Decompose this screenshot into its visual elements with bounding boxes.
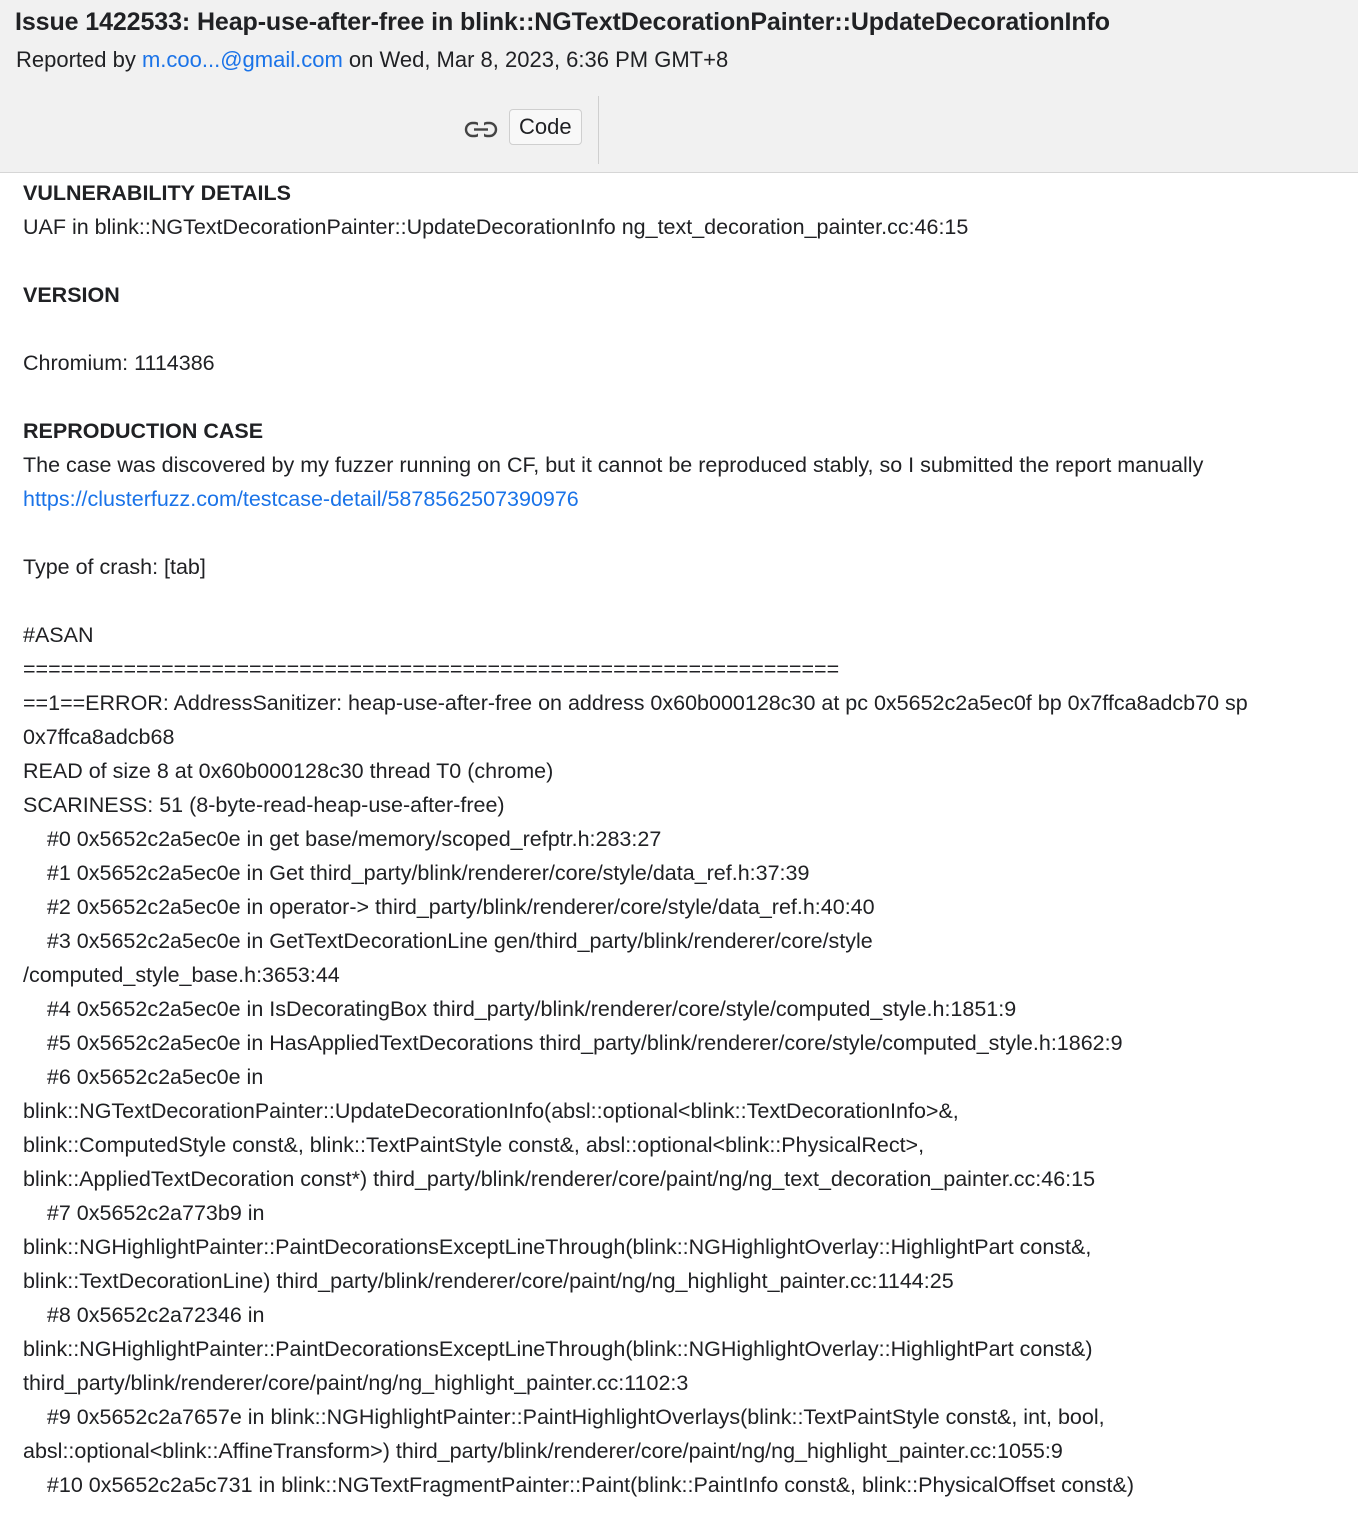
issue-description	[23, 176, 1353, 1502]
asan-line: #7 0x5652c2a773b9 in blink::NGHighlightPainter::PaintDecorationsExceptLineThrough(blink::NGHighlightOverlay::HighlightPart const&, blink::TextDecorationLine) third_party/blink/renderer/core/paint/ng/ng_highlight_painter.cc:1144:25	[23, 1201, 1092, 1293]
asan-line: #6 0x5652c2a5ec0e in blink::NGTextDecorationPainter::UpdateDecorationInfo(absl::optional<blink::TextDecorationInfo>&, blink::ComputedStyle const&, blink::TextPaintStyle const&, absl::optional<blink::PhysicalRect>, blink::AppliedTextDecoration const*) third_party/blink/renderer/core/paint/ng/ng_text_decoration_painter.cc:46:15	[23, 1065, 1096, 1191]
version-heading: VERSION	[23, 283, 120, 307]
crash-type: Type of crash: [tab]	[23, 555, 206, 579]
asan-line: #9 0x5652c2a7657e in blink::NGHighlightPainter::PaintHighlightOverlays(blink::TextPaintStyle const&, int, bool, absl::optional<blink::AffineTransform>) third_party/blink/renderer/core/paint/ng/ng_highlight_painter.cc:1055:9	[23, 1405, 1105, 1463]
toolbar-divider	[598, 96, 599, 164]
vulnerability-text: UAF in blink::NGTextDecorationPainter::UpdateDecorationInfo ng_text_decoration_painter.cc:46:15	[23, 215, 969, 239]
reported-date: on Wed, Mar 8, 2023, 6:36 PM GMT+8	[342, 47, 729, 72]
asan-line: #1 0x5652c2a5ec0e in Get third_party/blink/renderer/core/style/data_ref.h:37:39	[23, 861, 810, 885]
asan-line: #2 0x5652c2a5ec0e in operator-> third_party/blink/renderer/core/style/data_ref.h:40:40	[23, 895, 875, 919]
asan-line: ==1==ERROR: AddressSanitizer: heap-use-after-free on address 0x60b000128c30 at pc 0x5652c2a5ec0f bp 0x7ffca8adcb70 sp 0x7ffca8adcb68	[23, 691, 1254, 749]
issue-title: Issue 1422533: Heap-use-after-free in blink::NGTextDecorationPainter::UpdateDecorationInfo	[15, 8, 1110, 36]
asan-line: #8 0x5652c2a72346 in blink::NGHighlightPainter::PaintDecorationsExceptLineThrough(blink::NGHighlightOverlay::HighlightPart const&) third_party/blink/renderer/core/paint/ng/ng_highlight_painter.cc:1102:3	[23, 1303, 1093, 1395]
asan-trace	[23, 686, 1353, 1502]
version-text: Chromium: 1114386	[23, 351, 215, 375]
vulnerability-heading: VULNERABILITY DETAILS	[23, 181, 291, 205]
reported-prefix: Reported by	[16, 47, 142, 72]
link-icon[interactable]	[464, 118, 498, 142]
reproduction-text: The case was discovered by my fuzzer running on CF, but it cannot be reproduced stably, so I submitted the report manually	[23, 453, 1204, 477]
asan-line: #10 0x5652c2a5c731 in blink::NGTextFragmentPainter::Paint(blink::PaintInfo const&, blink::PhysicalOffset const&)	[23, 1473, 1135, 1497]
asan-line: #4 0x5652c2a5ec0e in IsDecoratingBox third_party/blink/renderer/core/style/computed_style.h:1851:9	[23, 997, 1017, 1021]
clusterfuzz-link[interactable]: https://clusterfuzz.com/testcase-detail/5878562507390976	[23, 487, 579, 511]
asan-separator: =================================================================	[23, 657, 840, 681]
issue-header	[0, 0, 1358, 173]
code-button[interactable]: Code	[509, 109, 582, 145]
asan-line: READ of size 8 at 0x60b000128c30 thread T0 (chrome)	[23, 759, 554, 783]
asan-line: SCARINESS: 51 (8-byte-read-heap-use-after-free)	[23, 793, 505, 817]
asan-tag: #ASAN	[23, 623, 94, 647]
asan-line: #5 0x5652c2a5ec0e in HasAppliedTextDecorations third_party/blink/renderer/core/style/computed_style.h:1862:9	[23, 1031, 1123, 1055]
reproduction-heading: REPRODUCTION CASE	[23, 419, 264, 443]
asan-line: #3 0x5652c2a5ec0e in GetTextDecorationLine gen/third_party/blink/renderer/core/style /computed_style_base.h:3653:44	[23, 929, 873, 987]
asan-line: #0 0x5652c2a5ec0e in get base/memory/scoped_refptr.h:283:27	[23, 827, 662, 851]
issue-toolbar	[0, 96, 1358, 164]
reported-by-line	[16, 47, 728, 73]
reporter-link[interactable]: m.coo...@gmail.com	[141, 47, 343, 72]
